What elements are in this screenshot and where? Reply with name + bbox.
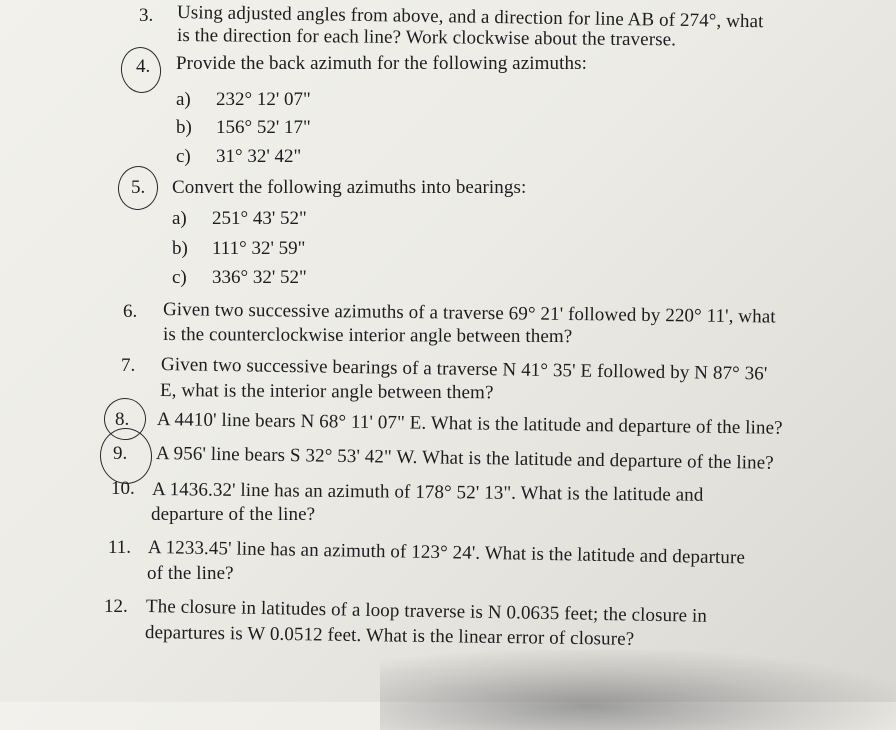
problem-7-line-1: Given two successive bearings of a traverse N 41° 35' E followed by N 87° 36' — [160, 354, 768, 385]
problem-11-line-2: of the line? — [147, 563, 234, 584]
item-letter: c) — [176, 146, 191, 167]
problem-6-line-2: is the counterclockwise interior angle between them? — [162, 324, 573, 348]
problem-5-number: 5. — [131, 177, 146, 198]
item-letter: a) — [176, 89, 191, 110]
problem-4-line-1: Provide the back azimuth for the following azimuths: — [176, 53, 587, 74]
problem-11-line-1: A 1233.45' line has an azimuth of 123° 24'. What is the latitude and departure — [147, 537, 746, 569]
problem-3-number: 3. — [139, 5, 154, 26]
problem-9-number: 9. — [113, 443, 128, 464]
problem-3-line-2: is the direction for each line? Work clockwise about the traverse. — [176, 25, 677, 51]
problem-12-number: 12. — [104, 596, 128, 617]
problem-7-number: 7. — [121, 355, 136, 376]
item-value: 31° 32' 42" — [216, 146, 302, 167]
item-letter: a) — [172, 208, 187, 229]
item-letter: c) — [172, 267, 187, 288]
problem-11-number: 11. — [108, 537, 132, 558]
problem-7-line-2: E, what is the interior angle between them? — [159, 380, 494, 404]
item-letter: b) — [172, 238, 188, 259]
problem-4-item-a — [176, 89, 311, 111]
problem-9-line-1: A 956' line bears S 32° 53' 42" W. What is the latitude and departure of the line? — [155, 443, 774, 474]
problem-4-number: 4. — [136, 56, 151, 77]
item-value: 156° 52' 17" — [216, 117, 311, 138]
problem-4-item-b — [176, 117, 311, 139]
problem-5-line-1: Convert the following azimuths into bearings: — [172, 177, 527, 198]
problem-12-line-2: departures is W 0.0512 feet. What is the linear error of closure? — [144, 622, 635, 650]
problem-10-line-1: A 1436.32' line has an azimuth of 178° 52' 13". What is the latitude and — [151, 479, 704, 506]
item-letter: b) — [176, 117, 192, 138]
problem-5-item-b — [172, 238, 305, 260]
problem-10-number: 10. — [111, 478, 135, 499]
item-value: 251° 43' 52" — [212, 208, 307, 229]
problem-10-line-2: departure of the line? — [151, 504, 316, 525]
problem-3-line-1: Using adjusted angles from above, and a direction for line AB of 274°, what — [176, 2, 764, 33]
problem-8-number: 8. — [115, 409, 130, 430]
problem-8-line-1: A 4410' line bears N 68° 11' 07" E. What is the latitude and departure of the line? — [156, 409, 783, 439]
problem-5-item-c — [172, 267, 307, 289]
problem-5-item-a — [172, 208, 307, 230]
item-value: 232° 12' 07" — [216, 89, 311, 110]
item-value: 336° 32' 52" — [212, 267, 307, 288]
problem-6-number: 6. — [123, 301, 138, 322]
problem-6-line-1: Given two successive azimuths of a traverse 69° 21' followed by 220° 11', what — [162, 299, 776, 328]
problem-4-item-c — [176, 146, 301, 168]
hand-shadow — [380, 650, 896, 730]
problem-12-line-1: The closure in latitudes of a loop traverse is N 0.0635 feet; the closure in — [145, 596, 708, 627]
item-value: 111° 32' 59" — [212, 238, 306, 259]
